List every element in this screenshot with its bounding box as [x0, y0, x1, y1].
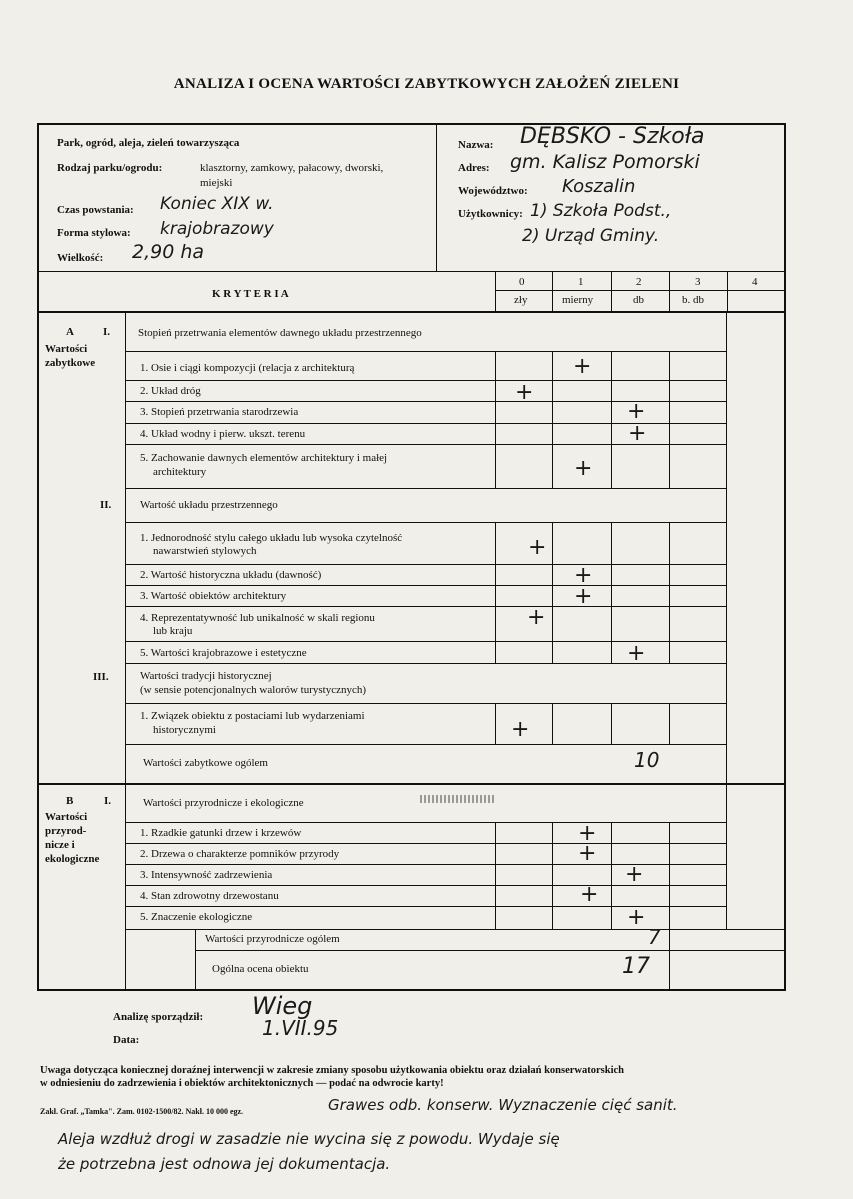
analyzed-signature: Wieg	[252, 992, 313, 1020]
uzytkownicy-value-2: 2) Urząd Gminy.	[522, 226, 660, 246]
group-b-heading: Wartości przyrodnicze i ekologiczne	[143, 797, 304, 809]
total-a-label: Wartości zabytkowe ogólem	[143, 757, 268, 769]
criteria-label: K R Y T E R I A	[212, 288, 289, 300]
wojewodztwo-label: Województwo:	[458, 185, 528, 197]
criterion-a1-4: 4. Układ wodny i pierw. ukszt. terenu	[140, 428, 306, 440]
score-2-label: db	[633, 294, 644, 306]
overall-value: 17	[622, 954, 650, 979]
uzytkownicy-label: Użytkownicy:	[458, 208, 523, 220]
section-a-roman-3: III.	[93, 671, 109, 683]
wielkosc-value: 2,90 ha	[132, 241, 205, 263]
group-3-heading-2: (w sensie potencjonalnych walorów turystycznych)	[140, 684, 367, 696]
score-1-label: mierny	[562, 294, 594, 306]
criterion-a1-1: 1. Osie i ciągi kompozycji (relacja z architekturą	[140, 362, 355, 374]
section-b-name-3: nicze i	[45, 839, 75, 851]
mark-a2-4: +	[527, 605, 546, 630]
criterion-a1-2: 2. Układ dróg	[140, 385, 201, 397]
rodzaj-value-2: miejski	[200, 177, 233, 189]
stamp-smudge	[420, 795, 495, 803]
mark-a2-1: +	[528, 535, 547, 560]
section-a-letter: A	[66, 326, 74, 338]
mark-a3-1: +	[511, 717, 530, 742]
criterion-a2-1-cont: nawarstwień stylowych	[153, 545, 257, 557]
total-b-label: Wartości przyrodnicze ogólem	[205, 933, 340, 945]
section-a-roman-1: I.	[103, 326, 111, 338]
overall-label: Ogólna ocena obiektu	[212, 963, 309, 975]
criterion-a3-1-cont: historycznymi	[153, 724, 216, 736]
note-line-3: że potrzebna jest odnowa jej dokumentacja.	[58, 1155, 391, 1173]
section-b-name-2: przyrod-	[45, 825, 87, 837]
section-b-name-1: Wartości	[45, 811, 88, 823]
criterion-b-4: 4. Stan zdrowotny drzewostanu	[140, 890, 279, 902]
mark-a1-3: +	[627, 399, 646, 424]
forma-value: krajobrazowy	[160, 219, 274, 239]
imprint: Zakł. Graf. „Tamka". Zam. 0102-1500/82. Nakł. 10 000 egz.	[40, 1107, 244, 1116]
criterion-b-3: 3. Intensywność zadrzewienia	[140, 869, 273, 881]
mark-a2-2: +	[574, 563, 593, 588]
criterion-a1-5-cont: architektury	[153, 466, 207, 478]
wielkosc-label: Wielkość:	[57, 252, 104, 264]
mark-a1-1: +	[573, 354, 592, 379]
criterion-a3-1: 1. Związek obiektu z postaciami lub wydarzeniami	[140, 710, 365, 722]
mark-b-2: +	[578, 841, 597, 866]
score-3-label: b. db	[682, 294, 704, 306]
mark-b-5: +	[627, 905, 646, 930]
criterion-a2-3: 3. Wartość obiektów architektury	[140, 590, 287, 602]
criterion-a2-1: 1. Jednorodność stylu całego układu lub wysoka czytelność	[140, 532, 403, 544]
criterion-a2-5: 5. Wartości krajobrazowe i estetyczne	[140, 647, 307, 659]
criterion-a1-3: 3. Stopień przetrwania starodrzewia	[140, 406, 299, 418]
criterion-a2-4-cont: lub kraju	[153, 625, 193, 637]
adres-label: Adres:	[458, 162, 490, 174]
mark-a1-4: +	[628, 421, 647, 446]
section-b-roman: I.	[104, 795, 112, 807]
czas-value: Koniec XIX w.	[160, 194, 274, 214]
forma-label: Forma stylowa:	[57, 227, 131, 239]
criterion-a2-4: 4. Reprezentatywność lub unikalność w skali regionu	[140, 612, 375, 624]
group-2-heading: Wartość układu przestrzennego	[140, 499, 278, 511]
adres-value: gm. Kalisz Pomorski	[510, 151, 700, 173]
total-a-value: 10	[634, 748, 660, 772]
date-label: Data:	[113, 1034, 140, 1046]
page-title: ANALIZA I OCENA WARTOŚCI ZABYTKOWYCH ZAŁOŻEŃ ZIELENI	[173, 76, 680, 92]
mark-a2-3: +	[574, 584, 593, 609]
group-3-heading: Wartości tradycji historycznej	[140, 670, 272, 682]
score-0: 0	[519, 276, 525, 288]
uzytkownicy-value-1: 1) Szkoła Podst.,	[530, 201, 672, 221]
score-1: 1	[578, 276, 584, 288]
mark-a1-2: +	[515, 380, 534, 405]
score-2: 2	[636, 276, 642, 288]
mark-b-4: +	[580, 882, 599, 907]
criterion-b-2: 2. Drzewa o charakterze pomników przyrody	[140, 848, 340, 860]
score-3: 3	[695, 276, 701, 288]
criterion-a1-5: 5. Zachowanie dawnych elementów architektury i małej	[140, 452, 388, 464]
rodzaj-label: Rodzaj parku/ogrodu:	[57, 162, 163, 174]
czas-label: Czas powstania:	[57, 204, 134, 216]
total-b-value: 7	[648, 925, 661, 949]
mark-b-3: +	[625, 862, 644, 887]
criterion-b-5: 5. Znaczenie ekologiczne	[140, 911, 253, 923]
mark-a2-5: +	[627, 641, 646, 666]
wojewodztwo-value: Koszalin	[562, 176, 636, 197]
nazwa-label: Nazwa:	[458, 139, 494, 151]
criterion-b-1: 1. Rzadkie gatunki drzew i krzewów	[140, 827, 302, 839]
nazwa-value: DĘBSKO - Szkoła	[520, 124, 705, 149]
note-line-2: Aleja wzdłuż drogi w zasadzie nie wycina się z powodu. Wydaje się	[58, 1130, 560, 1148]
warning-line-1: Uwaga dotycząca koniecznej doraźnej interwencji w zakresie zmiany sposobu użytkowania obiektu oraz działań konserwatorskich	[40, 1065, 624, 1076]
section-a-name-2: zabytkowe	[45, 357, 96, 369]
section-b-letter: B	[66, 795, 74, 807]
group-1-heading: Stopień przetrwania elementów dawnego układu przestrzennego	[138, 327, 422, 339]
section-a-roman-2: II.	[100, 499, 112, 511]
mark-a1-5: +	[574, 456, 593, 481]
score-0-label: zły	[514, 294, 528, 306]
section-a-name-1: Wartości	[45, 343, 88, 355]
note-line-1: Grawes odb. konserw. Wyznaczenie cięć sanit.	[328, 1096, 678, 1114]
warning-line-2: w odniesieniu do zadrzewienia i obiektów architektonicznych — podać na odwrocie karty!	[40, 1078, 444, 1089]
section-b-name-4: ekologiczne	[45, 853, 100, 865]
date-value: 1.VII.95	[262, 1016, 339, 1040]
criterion-a2-2: 2. Wartość historyczna układu (dawność)	[140, 569, 322, 581]
park-type: Park, ogród, aleja, zieleń towarzysząca	[57, 137, 240, 149]
score-4: 4	[752, 276, 758, 288]
mark-b-1: +	[578, 821, 597, 846]
analyzed-label: Analizę sporządził:	[113, 1011, 204, 1023]
rodzaj-value: klasztorny, zamkowy, pałacowy, dworski,	[200, 162, 384, 174]
